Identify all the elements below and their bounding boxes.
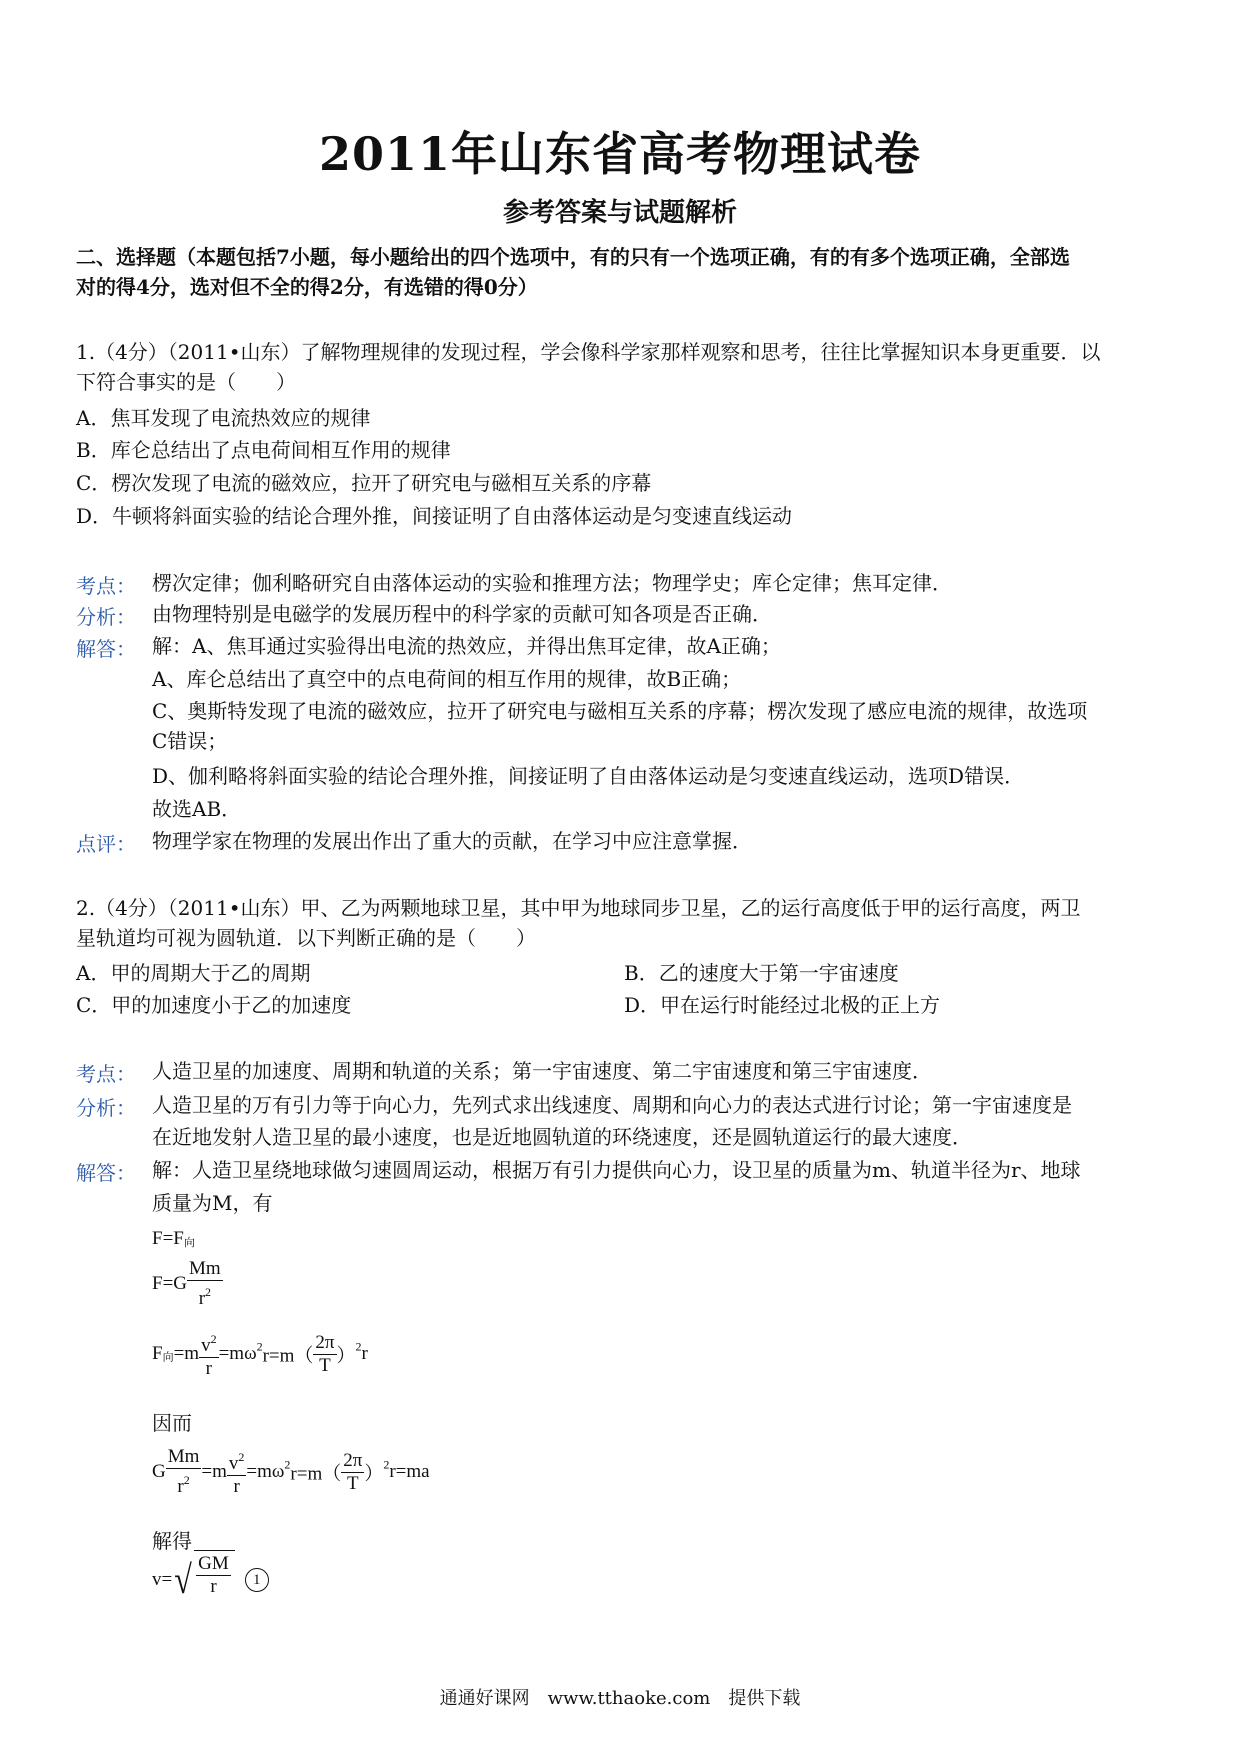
equation-4: G $\frac{Mm}{r^2}$ =m $\frac{v^2}{r}$ $=m\omega^2r=m$（ $\frac{2\pi}{T}$ ）$^2$r=ma <box>152 1446 430 1497</box>
q1-fenxi-text: 由物理特别是电磁学的发展历程中的科学家的贡献可知各项是否正确． <box>152 602 772 626</box>
q2-jieda-line2: 质量为M，有 <box>152 1191 273 1215</box>
q2-option-c: C．甲的加速度小于乙的加速度 <box>76 993 352 1017</box>
q2-yin-er: 因而 <box>152 1411 192 1435</box>
q1-fenxi-label: 分析： <box>76 605 136 629</box>
sqrt-sign: √ $\frac{GM}{r}$ <box>172 1560 235 1600</box>
q1-jieda-line5: D、伽利略将斜面实验的结论合理外推，间接证明了自由落体运动是匀变速直线运动，选项D错误． <box>152 764 1025 788</box>
q1-kaodian-label: 考点： <box>76 574 136 598</box>
page-subtitle: 参考答案与试题解析 <box>502 198 737 228</box>
q2-stem-line1: 2.（4分）（2011•山东）甲、乙为两颗地球卫星，其中甲为地球同步卫星，乙的运行高度低于甲的运行高度，两卫 <box>76 896 1081 920</box>
q1-stem-line2: 下符合事实的是（ ） <box>76 370 296 394</box>
q1-jieda-line4: C错误； <box>152 729 228 753</box>
q2-jieda-label: 解答： <box>76 1161 136 1185</box>
q1-option-d: D．牛顿将斜面实验的结论合理外推，间接证明了自由落体运动是匀变速直线运动 <box>76 504 793 528</box>
q1-stem-line1: 1.（4分）（2011•山东）了解物理规律的发现过程，学会像科学家那样观察和思考，往往比掌握知识本身更重要．以 <box>76 340 1101 364</box>
q1-jieda-line6: 故选AB． <box>152 797 242 821</box>
equation-2: F=G $\frac{Mm}{r^2}$ <box>152 1258 221 1309</box>
q2-jie-de: 解得 <box>152 1529 192 1553</box>
q2-kaodian-text: 人造卫星的加速度、周期和轨道的关系；第一宇宙速度、第二宇宙速度和第三宇宙速度． <box>152 1059 932 1083</box>
q2-fenxi-line2: 在近地发射人造卫星的最小速度，也是近地圆轨道的环绕速度，还是圆轨道运行的最大速度． <box>152 1125 972 1149</box>
q1-option-b: B．库仑总结出了点电荷间相互作用的规律 <box>76 438 451 462</box>
q1-jieda-line1: 解：A、焦耳通过实验得出电流的热效应，并得出焦耳定律，故A正确； <box>152 634 781 658</box>
q1-kaodian-text: 楞次定律；伽利略研究自由落体运动的实验和推理方法；物理学史；库仑定律；焦耳定律． <box>152 571 952 595</box>
q2-stem-line2: 星轨道均可视为圆轨道．以下判断正确的是（ ） <box>76 926 536 950</box>
q1-option-c: C．楞次发现了电流的磁效应，拉开了研究电与磁相互关系的序幕 <box>76 471 652 495</box>
section-heading-line1: 二、选择题（本题包括7小题，每小题给出的四个选项中，有的只有一个选项正确，有的有多个选项正确，全部选 <box>76 245 1070 269</box>
q2-option-b: B．乙的速度大于第一宇宙速度 <box>624 961 899 985</box>
section-heading-line2: 对的得4分，选对但不全的得2分，有选错的得0分） <box>76 275 538 299</box>
page-footer: 通通好课网 www.tthaoke.com 提供下载 <box>439 1688 801 1709</box>
circled-number-marker: 1 <box>245 1568 269 1592</box>
q2-option-a: A．甲的周期大于乙的周期 <box>76 961 311 985</box>
q1-dianping-label: 点评： <box>76 832 136 856</box>
q1-option-a: A．焦耳发现了电流热效应的规律 <box>76 406 371 430</box>
equation-1: F=F向 <box>152 1228 195 1249</box>
q1-jieda-line3: C、奥斯特发现了电流的磁效应，拉开了研究电与磁相互关系的序幕；楞次发现了感应电流的规律，故选项 <box>152 699 1088 723</box>
q1-jieda-label: 解答： <box>76 637 136 661</box>
equation-5: v= √ $\frac{GM}{r}$ 1 <box>152 1560 269 1600</box>
q2-jieda-line1: 解：人造卫星绕地球做匀速圆周运动，根据万有引力提供向心力，设卫星的质量为m、轨道半径为r、地球 <box>152 1158 1081 1182</box>
q2-kaodian-label: 考点： <box>76 1062 136 1086</box>
q1-dianping-text: 物理学家在物理的发展出作出了重大的贡献，在学习中应注意掌握． <box>152 829 752 853</box>
q2-fenxi-line1: 人造卫星的万有引力等于向心力，先列式求出线速度、周期和向心力的表达式进行讨论；第一宇宙速度是 <box>152 1093 1072 1117</box>
q2-option-d: D．甲在运行时能经过北极的正上方 <box>624 993 941 1017</box>
q2-fenxi-label: 分析： <box>76 1096 136 1120</box>
q1-jieda-line2: A、库仑总结出了真空中的点电荷间的相互作用的规律，故B正确； <box>152 667 742 691</box>
page-title: 2011年山东省高考物理试卷 <box>318 127 922 181</box>
equation-3: F向=m $\frac{v^2}{r}$ $=m\omega^2r=m$（ $\frac{2\pi}{T}$ ）$^2$r <box>152 1328 368 1380</box>
